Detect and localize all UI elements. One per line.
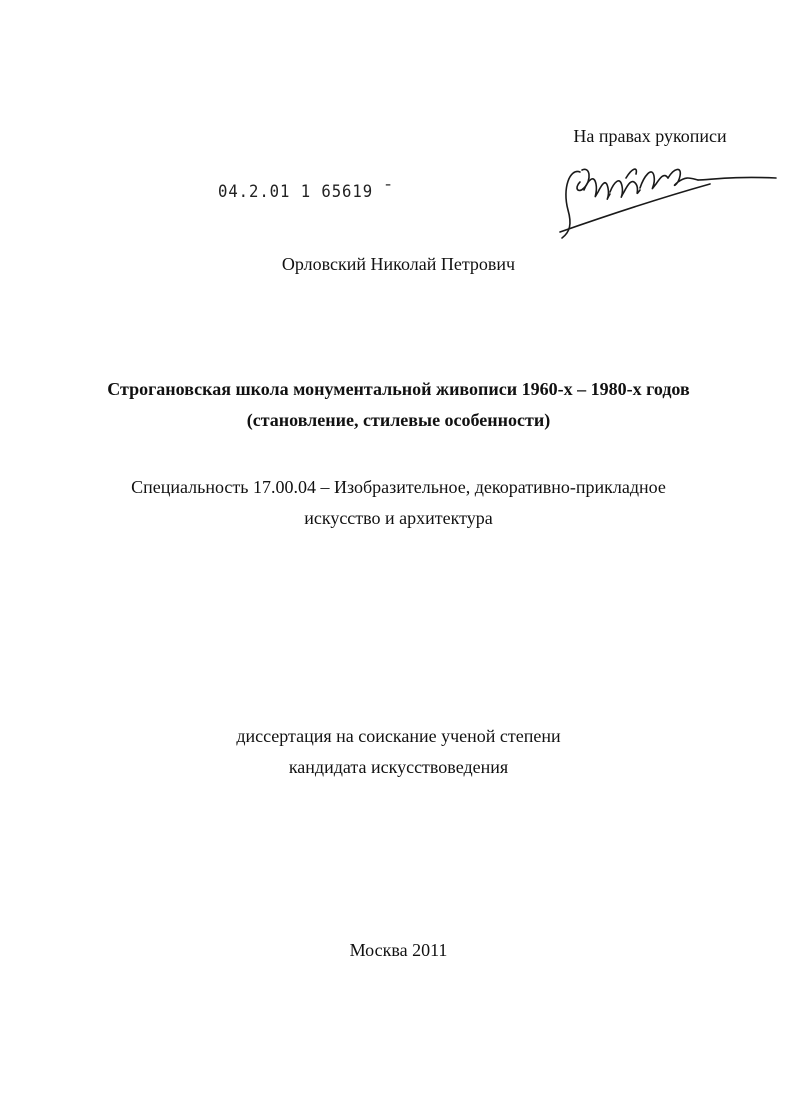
degree-line-1: диссертация на соискание ученой степени [236, 726, 561, 746]
signature-icon [540, 158, 780, 243]
title-line-2: (становление, стилевые особенности) [246, 410, 551, 430]
degree-line-2: кандидата искусствоведения [288, 757, 509, 777]
dissertation-title [40, 374, 757, 436]
document-number-stamp: 04.2.01 1 65619 ˉ [218, 182, 394, 202]
specialty [40, 472, 757, 534]
title-line-1: Строгановская школа монументальной живописи 1960-х – 1980-х годов [107, 379, 690, 399]
degree-statement [40, 721, 757, 783]
specialty-line-2: искусство и архитектура [304, 508, 493, 528]
specialty-line-1: Специальность 17.00.04 – Изобразительное, декоративно-прикладное [131, 477, 666, 497]
author-name: Орловский Николай Петрович [281, 254, 516, 274]
place-year: Москва 2011 [349, 940, 448, 960]
manuscript-note: На правах рукописи [573, 126, 727, 146]
